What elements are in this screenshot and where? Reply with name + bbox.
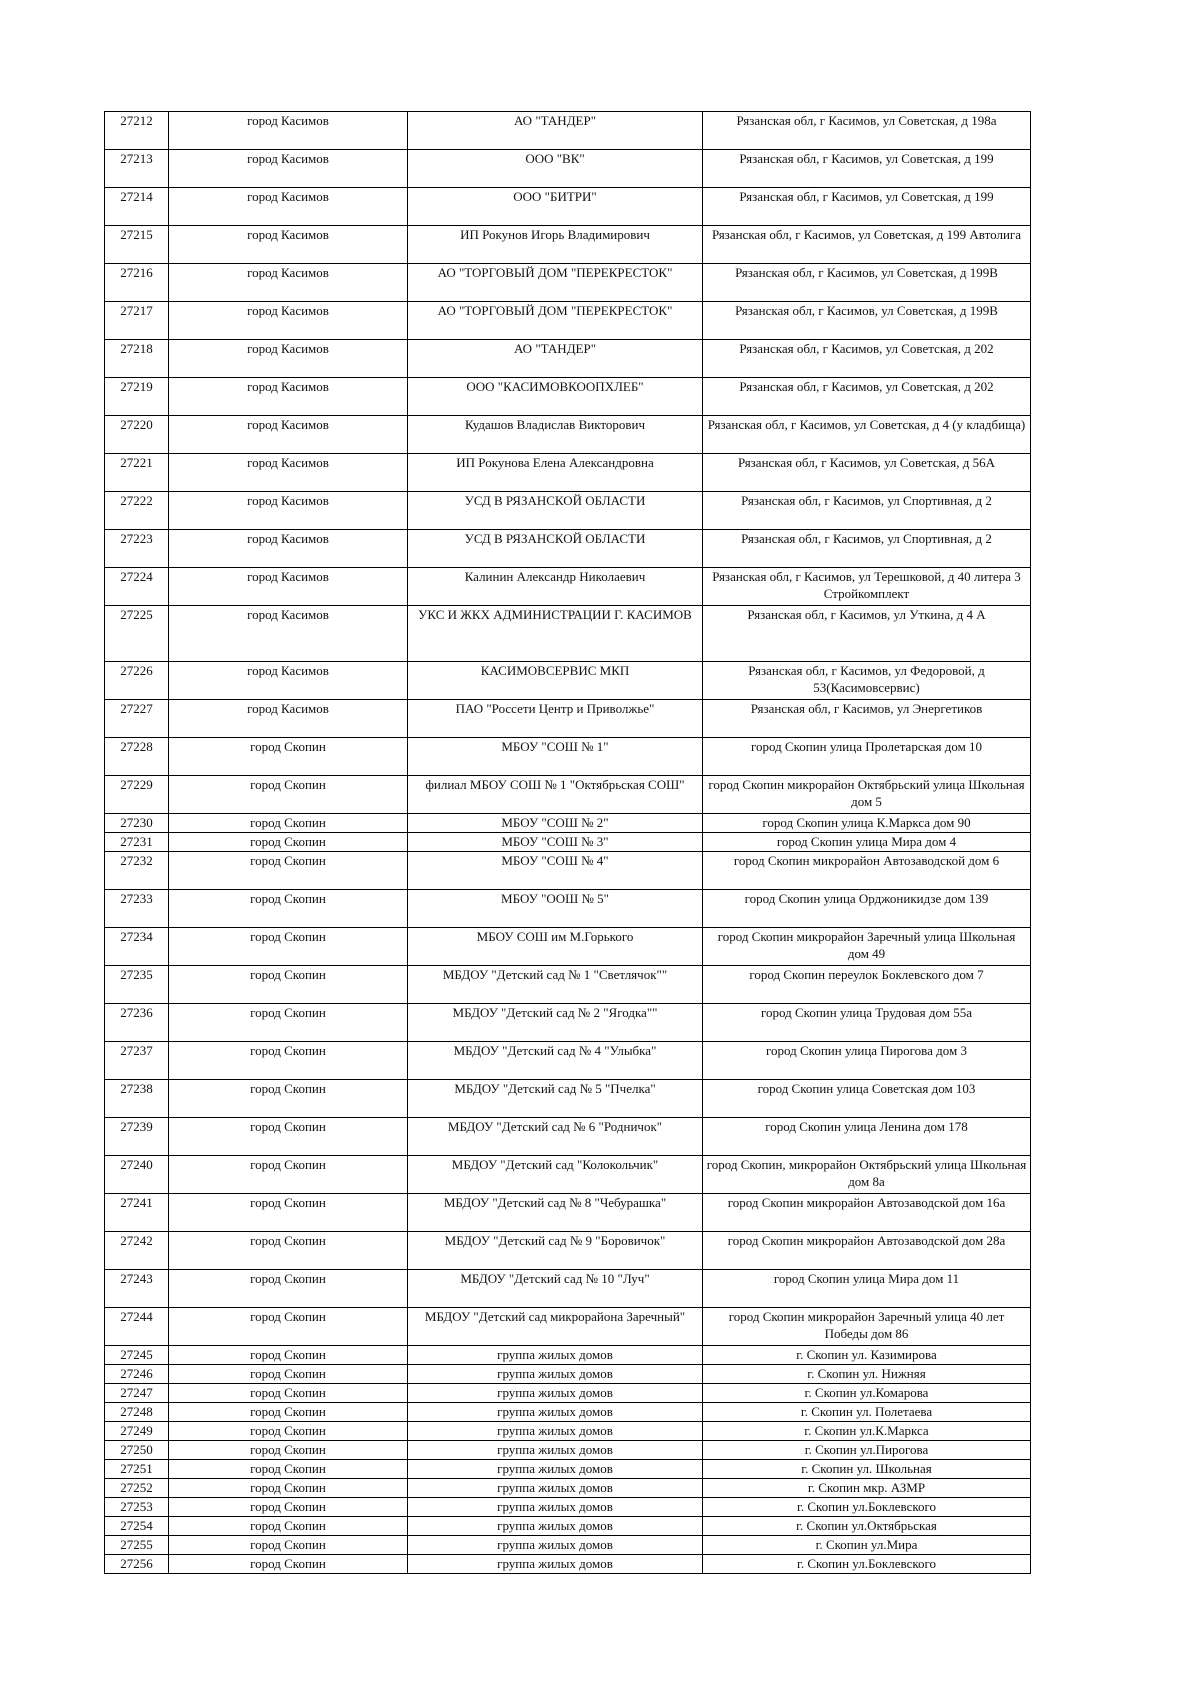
table-row [105,112,1031,150]
row-number-cell: 27214 [105,188,169,226]
table-row [105,1004,1031,1042]
table-row [105,1384,1031,1403]
address-cell: Рязанская обл, г Касимов, ул Советская, д 199В [703,302,1031,340]
address-cell: город Скопин улица Ленина дом 178 [703,1118,1031,1156]
organization-cell: ООО "ВК" [408,150,703,188]
row-number-cell: 27227 [105,700,169,738]
organization-cell: МБОУ "СОШ № 3" [408,833,703,852]
row-number-cell: 27252 [105,1479,169,1498]
row-number-cell: 27238 [105,1080,169,1118]
row-number-cell: 27241 [105,1194,169,1232]
address-cell: Рязанская обл, г Касимов, ул Советская, д 4 (у кладбища) [703,416,1031,454]
organization-cell: АО "ТАНДЕР" [408,340,703,378]
address-cell: Рязанская обл, г Касимов, ул Спортивная, д 2 [703,530,1031,568]
row-number-cell: 27217 [105,302,169,340]
table-row [105,890,1031,928]
address-cell: г. Скопин ул.Боклевского [703,1498,1031,1517]
organization-cell: группа жилых домов [408,1403,703,1422]
town-cell: город Касимов [169,378,408,416]
address-cell: г. Скопин ул.К.Маркса [703,1422,1031,1441]
organization-cell: КАСИМОВСЕРВИС МКП [408,662,703,700]
row-number-cell: 27235 [105,966,169,1004]
organization-cell: МБДОУ "Детский сад № 9 "Боровичок" [408,1232,703,1270]
town-cell: город Скопин [169,1042,408,1080]
table-row [105,1460,1031,1479]
town-cell: город Скопин [169,1308,408,1346]
row-number-cell: 27232 [105,852,169,890]
row-number-cell: 27224 [105,568,169,606]
address-cell: Рязанская обл, г Касимов, ул Уткина, д 4 А [703,606,1031,662]
address-cell: Рязанская обл, г Касимов, ул Спортивная, д 2 [703,492,1031,530]
town-cell: город Скопин [169,1422,408,1441]
town-cell: город Касимов [169,150,408,188]
address-cell: город Скопин улица К.Маркса дом 90 [703,814,1031,833]
town-cell: город Скопин [169,776,408,814]
row-number-cell: 27236 [105,1004,169,1042]
table-row [105,1555,1031,1574]
town-cell: город Скопин [169,1004,408,1042]
address-cell: Рязанская обл, г Касимов, ул Энергетиков [703,700,1031,738]
address-cell: город Скопин улица Мира дом 4 [703,833,1031,852]
address-table [104,111,1031,1574]
organization-cell: группа жилых домов [408,1498,703,1517]
town-cell: город Касимов [169,606,408,662]
address-cell: Рязанская обл, г Касимов, ул Советская, д 198а [703,112,1031,150]
organization-cell: группа жилых домов [408,1422,703,1441]
row-number-cell: 27228 [105,738,169,776]
organization-cell: АО "ТОРГОВЫЙ ДОМ "ПЕРЕКРЕСТОК" [408,264,703,302]
table-row [105,492,1031,530]
address-cell: город Скопин улица Пролетарская дом 10 [703,738,1031,776]
address-cell: Рязанская обл, г Касимов, ул Советская, д 202 [703,378,1031,416]
row-number-cell: 27213 [105,150,169,188]
address-cell: г. Скопин ул. Нижняя [703,1365,1031,1384]
town-cell: город Касимов [169,264,408,302]
row-number-cell: 27218 [105,340,169,378]
town-cell: город Касимов [169,568,408,606]
town-cell: город Скопин [169,1384,408,1403]
address-cell: город Скопин улица Пирогова дом 3 [703,1042,1031,1080]
address-cell: город Скопин микрорайон Заречный улица 40 лет Победы дом 86 [703,1308,1031,1346]
organization-cell: МБДОУ "Детский сад № 8 "Чебурашка" [408,1194,703,1232]
town-cell: город Скопин [169,966,408,1004]
town-cell: город Скопин [169,1536,408,1555]
address-cell: Рязанская обл, г Касимов, ул Советская, д 202 [703,340,1031,378]
row-number-cell: 27240 [105,1156,169,1194]
table-row [105,852,1031,890]
row-number-cell: 27243 [105,1270,169,1308]
table-row [105,776,1031,814]
address-cell: Рязанская обл, г Касимов, ул Федоровой, д 53(Касимовсервис) [703,662,1031,700]
table-row [105,1118,1031,1156]
row-number-cell: 27246 [105,1365,169,1384]
organization-cell: МБДОУ "Детский сад № 6 "Родничок" [408,1118,703,1156]
address-cell: г. Скопин мкр. АЗМР [703,1479,1031,1498]
table-row [105,1042,1031,1080]
organization-cell: МБДОУ "Детский сад микрорайона Заречный" [408,1308,703,1346]
organization-cell: группа жилых домов [408,1555,703,1574]
organization-cell: МБОУ "СОШ № 2" [408,814,703,833]
table-row [105,814,1031,833]
town-cell: город Касимов [169,112,408,150]
table-row [105,1498,1031,1517]
town-cell: город Скопин [169,1441,408,1460]
organization-cell: МБДОУ "Детский сад № 5 "Пчелка" [408,1080,703,1118]
table-row [105,340,1031,378]
organization-cell: ПАО "Россети Центр и Приволжье" [408,700,703,738]
town-cell: город Скопин [169,852,408,890]
organization-cell: ИП Рокунов Игорь Владимирович [408,226,703,264]
table-row [105,226,1031,264]
table-row [105,1365,1031,1384]
row-number-cell: 27216 [105,264,169,302]
table-row [105,1422,1031,1441]
town-cell: город Скопин [169,1346,408,1365]
row-number-cell: 27212 [105,112,169,150]
address-cell: г. Скопин ул. Казимирова [703,1346,1031,1365]
town-cell: город Касимов [169,226,408,264]
row-number-cell: 27229 [105,776,169,814]
row-number-cell: 27239 [105,1118,169,1156]
organization-cell: группа жилых домов [408,1365,703,1384]
address-cell: г. Скопин ул. Школьная [703,1460,1031,1479]
address-cell: г. Скопин ул.Октябрьская [703,1517,1031,1536]
town-cell: город Касимов [169,340,408,378]
address-cell: город Скопин переулок Боклевского дом 7 [703,966,1031,1004]
town-cell: город Касимов [169,416,408,454]
row-number-cell: 27250 [105,1441,169,1460]
town-cell: город Касимов [169,302,408,340]
table-row [105,568,1031,606]
row-number-cell: 27226 [105,662,169,700]
organization-cell: МБДОУ "Детский сад № 4 "Улыбка" [408,1042,703,1080]
row-number-cell: 27248 [105,1403,169,1422]
row-number-cell: 27245 [105,1346,169,1365]
table-row [105,1346,1031,1365]
organization-cell: филиал МБОУ СОШ № 1 "Октябрьская СОШ" [408,776,703,814]
town-cell: город Скопин [169,1080,408,1118]
row-number-cell: 27230 [105,814,169,833]
row-number-cell: 27220 [105,416,169,454]
address-cell: г. Скопин ул.Пирогова [703,1441,1031,1460]
organization-cell: УКС И ЖКХ АДМИНИСТРАЦИИ Г. КАСИМОВ [408,606,703,662]
organization-cell: ИП Рокунова Елена Александровна [408,454,703,492]
organization-cell: УСД В РЯЗАНСКОЙ ОБЛАСТИ [408,492,703,530]
row-number-cell: 27215 [105,226,169,264]
address-cell: город Скопин микрорайон Автозаводской дом 6 [703,852,1031,890]
table-row [105,966,1031,1004]
address-cell: город Скопин микрорайон Автозаводской дом 28а [703,1232,1031,1270]
town-cell: город Скопин [169,1156,408,1194]
table-row [105,1441,1031,1460]
organization-cell: УСД В РЯЗАНСКОЙ ОБЛАСТИ [408,530,703,568]
town-cell: город Касимов [169,492,408,530]
table-row [105,833,1031,852]
table-row [105,928,1031,966]
row-number-cell: 27256 [105,1555,169,1574]
row-number-cell: 27242 [105,1232,169,1270]
address-cell: г. Скопин ул. Полетаева [703,1403,1031,1422]
table-row [105,1270,1031,1308]
organization-cell: МБДОУ "Детский сад № 1 "Светлячок"" [408,966,703,1004]
address-cell: город Скопин микрорайон Октябрьский улица Школьная дом 5 [703,776,1031,814]
organization-cell: МБОУ "СОШ № 4" [408,852,703,890]
town-cell: город Скопин [169,1270,408,1308]
table-row [105,378,1031,416]
table-row [105,1232,1031,1270]
table-row [105,188,1031,226]
row-number-cell: 27249 [105,1422,169,1441]
town-cell: город Касимов [169,188,408,226]
town-cell: город Скопин [169,890,408,928]
town-cell: город Скопин [169,1460,408,1479]
row-number-cell: 27231 [105,833,169,852]
address-cell: Рязанская обл, г Касимов, ул Терешковой, д 40 литера 3 Стройкомплект [703,568,1031,606]
town-cell: город Скопин [169,833,408,852]
row-number-cell: 27223 [105,530,169,568]
organization-cell: МБОУ "ООШ № 5" [408,890,703,928]
row-number-cell: 27237 [105,1042,169,1080]
table-row [105,150,1031,188]
organization-cell: АО "ТАНДЕР" [408,112,703,150]
table-row [105,1517,1031,1536]
table-row [105,1194,1031,1232]
table-row [105,454,1031,492]
organization-cell: группа жилых домов [408,1346,703,1365]
organization-cell: МБОУ "СОШ № 1" [408,738,703,776]
town-cell: город Скопин [169,928,408,966]
town-cell: город Скопин [169,1498,408,1517]
address-cell: город Скопин улица Мира дом 11 [703,1270,1031,1308]
table-row [105,606,1031,662]
organization-cell: группа жилых домов [408,1479,703,1498]
row-number-cell: 27253 [105,1498,169,1517]
row-number-cell: 27254 [105,1517,169,1536]
town-cell: город Скопин [169,1403,408,1422]
row-number-cell: 27234 [105,928,169,966]
row-number-cell: 27255 [105,1536,169,1555]
address-cell: город Скопин микрорайон Заречный улица Школьная дом 49 [703,928,1031,966]
row-number-cell: 27247 [105,1384,169,1403]
organization-cell: группа жилых домов [408,1460,703,1479]
table-body [105,112,1031,1574]
town-cell: город Скопин [169,1479,408,1498]
table-row [105,700,1031,738]
address-cell: г. Скопин ул.Комарова [703,1384,1031,1403]
organization-cell: группа жилых домов [408,1441,703,1460]
row-number-cell: 27222 [105,492,169,530]
organization-cell: группа жилых домов [408,1384,703,1403]
organization-cell: группа жилых домов [408,1517,703,1536]
town-cell: город Скопин [169,1232,408,1270]
address-cell: Рязанская обл, г Касимов, ул Советская, д 199 [703,150,1031,188]
table-row [105,416,1031,454]
town-cell: город Скопин [169,738,408,776]
address-cell: г. Скопин ул.Боклевского [703,1555,1031,1574]
address-cell: город Скопин микрорайон Автозаводской дом 16а [703,1194,1031,1232]
row-number-cell: 27225 [105,606,169,662]
organization-cell: Калинин Александр Николаевич [408,568,703,606]
row-number-cell: 27219 [105,378,169,416]
row-number-cell: 27221 [105,454,169,492]
row-number-cell: 27244 [105,1308,169,1346]
table-row [105,1308,1031,1346]
organization-cell: МБДОУ "Детский сад № 2 "Ягодка"" [408,1004,703,1042]
organization-cell: МБДОУ "Детский сад "Колокольчик" [408,1156,703,1194]
address-cell: Рязанская обл, г Касимов, ул Советская, д 199 [703,188,1031,226]
town-cell: город Скопин [169,1118,408,1156]
organization-cell: Кудашов Владислав Викторович [408,416,703,454]
town-cell: город Скопин [169,1555,408,1574]
table-row [105,264,1031,302]
address-cell: г. Скопин ул.Мира [703,1536,1031,1555]
table-row [105,1080,1031,1118]
table-row [105,1479,1031,1498]
address-cell: город Скопин, микрорайон Октябрьский улица Школьная дом 8а [703,1156,1031,1194]
address-cell: город Скопин улица Орджоникидзе дом 139 [703,890,1031,928]
town-cell: город Скопин [169,1517,408,1536]
table-row [105,302,1031,340]
town-cell: город Касимов [169,700,408,738]
table-row [105,738,1031,776]
town-cell: город Касимов [169,662,408,700]
row-number-cell: 27251 [105,1460,169,1479]
town-cell: город Касимов [169,530,408,568]
organization-cell: ООО "КАСИМОВКООПХЛЕБ" [408,378,703,416]
organization-cell: МБОУ СОШ им М.Горького [408,928,703,966]
table-row [105,1403,1031,1422]
town-cell: город Касимов [169,454,408,492]
address-cell: город Скопин улица Советская дом 103 [703,1080,1031,1118]
address-cell: Рязанская обл, г Касимов, ул Советская, д 199В [703,264,1031,302]
address-cell: Рязанская обл, г Касимов, ул Советская, д 199 Автолига [703,226,1031,264]
organization-cell: группа жилых домов [408,1536,703,1555]
table-row [105,1156,1031,1194]
row-number-cell: 27233 [105,890,169,928]
town-cell: город Скопин [169,814,408,833]
town-cell: город Скопин [169,1365,408,1384]
address-cell: Рязанская обл, г Касимов, ул Советская, д 56А [703,454,1031,492]
table-row [105,662,1031,700]
town-cell: город Скопин [169,1194,408,1232]
organization-cell: АО "ТОРГОВЫЙ ДОМ "ПЕРЕКРЕСТОК" [408,302,703,340]
organization-cell: МБДОУ "Детский сад № 10 "Луч" [408,1270,703,1308]
table-row [105,1536,1031,1555]
address-cell: город Скопин улица Трудовая дом 55а [703,1004,1031,1042]
organization-cell: ООО "БИТРИ" [408,188,703,226]
table-row [105,530,1031,568]
